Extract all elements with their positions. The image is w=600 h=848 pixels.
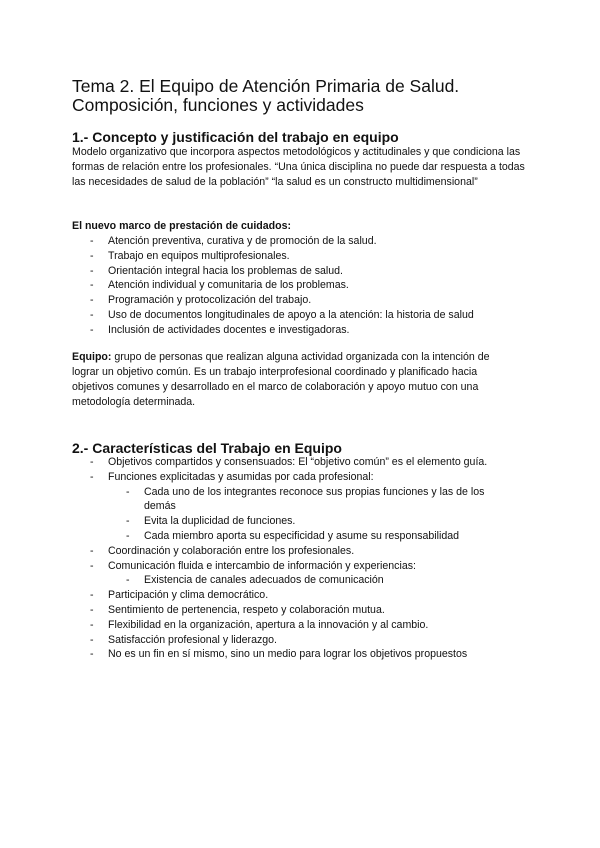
list-item: - Flexibilidad en la organización, apertura a la innovación y al cambio. [72,618,542,633]
equipo-definition [72,350,514,410]
list-item: - No es un fin en sí mismo, sino un medio para lograr los objetivos propuestos [72,647,542,662]
section1-heading: 1.- Concepto y justificación del trabajo en equipo [72,129,399,145]
list-item: - Funciones explicitadas y asumidas por cada profesional: [72,470,542,485]
list-item: - Atención individual y comunitaria de los problemas. [72,278,542,293]
list-item: - Participación y clima democrático. [72,588,542,603]
characteristics-list [72,455,542,662]
document-title [72,77,542,114]
sub-list-item: - Evita la duplicidad de funciones. [72,514,542,529]
title-line-1: Tema 2. El Equipo de Atención Primaria de Salud. [72,76,460,96]
list-item: - Orientación integral hacia los problemas de salud. [72,264,542,279]
list-item: - Objetivos compartidos y consensuados: El “objetivo común” es el elemento guía. [72,455,542,470]
equipo-term: Equipo: [72,351,112,363]
list-item: - Comunicación fluida e intercambio de información y experiencias: [72,559,542,574]
title-line-2: Composición, funciones y actividades [72,94,364,115]
sub-list-item: - Cada uno de los integrantes reconoce sus propias funciones y las de los demás [72,485,504,515]
list-item: - Uso de documentos longitudinales de apoyo a la atención: la historia de salud [72,308,542,323]
equipo-text: grupo de personas que realizan alguna actividad organizada con la intención de lograr un objetivo común. Es un trabajo interprofesional coordinado y planificado hacia objetivos comunes y desarrollado en el marco de colaboración y apoyo mutuo con una metodología determinada. [72,351,490,408]
list-item: - Coordinación y colaboración entre los profesionales. [72,544,542,559]
list-item: - Satisfacción profesional y liderazgo. [72,633,542,648]
list-item: - Atención preventiva, curativa y de promoción de la salud. [72,234,542,249]
list-item: - Inclusión de actividades docentes e investigadoras. [72,323,542,338]
sub-list-item: - Existencia de canales adecuados de comunicación [72,573,542,588]
sub-list-item: - Cada miembro aporta su especificidad y asume su responsabilidad [72,529,542,544]
list-item: - Sentimiento de pertenencia, respeto y colaboración mutua. [72,603,542,618]
list-item: - Trabajo en equipos multiprofesionales. [72,249,542,264]
section1-intro: Modelo organizativo que incorpora aspectos metodológicos y actitudinales y que condiciona las formas de relación entre los profesionales. “Una única disciplina no puede dar respuesta a todas las necesidades de salud de la población” “la salud es un constructo multidimensional” [72,146,525,188]
section2-heading: 2.- Características del Trabajo en Equipo [72,440,342,456]
care-framework-list [72,234,542,338]
list-item: - Programación y protocolización del trabajo. [72,293,542,308]
care-framework-subheading: El nuevo marco de prestación de cuidados: [72,220,291,232]
